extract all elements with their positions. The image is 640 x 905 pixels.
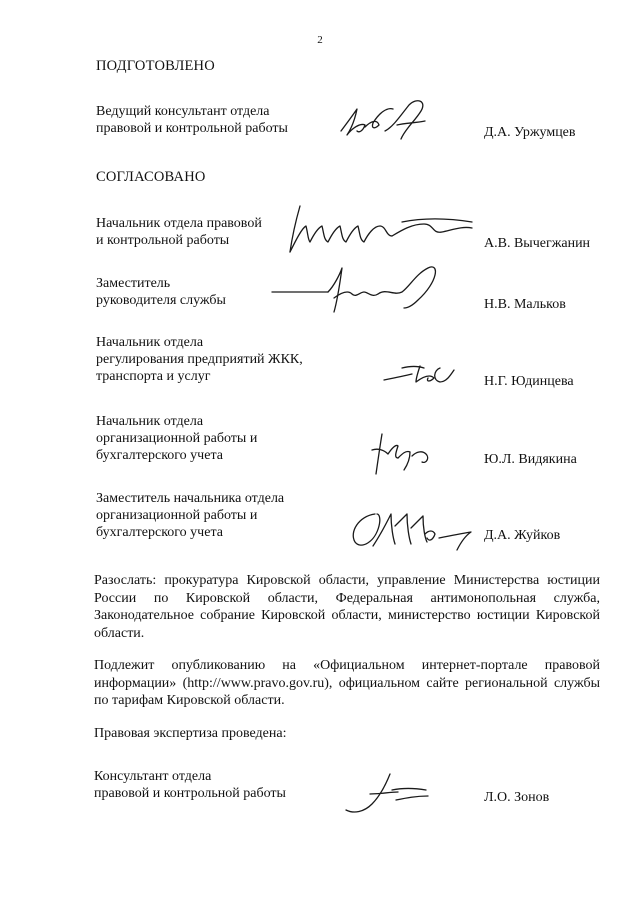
distribution-paragraph: Разослать: прокуратура Кировской области, управление Министерства юстиции России по Кировской области, Федеральная антимонопольная служба, Законодательное собрание Кировской области, министерство юстиции Кировской области. [94, 573, 600, 641]
signature-vidyakina [368, 428, 438, 478]
signer-name: А.В. Вычегжанин [484, 236, 591, 251]
agreed-heading: СОГЛАСОВАНО [96, 169, 206, 185]
signer-name: Н.Г. Юдинцева [484, 374, 574, 389]
signer-position: Начальник отдела организационной работы и бухгалтерского учета [96, 414, 258, 463]
signer-position: Начальник отдела регулирования предприятий ЖКК, транспорта и услуг [96, 335, 303, 384]
signature-zhuikov [345, 506, 485, 556]
page-number: 2 [317, 34, 323, 46]
prepared-position: Ведущий консультант отдела правовой и контрольной работы [96, 104, 288, 136]
legal-review-name: Л.О. Зонов [484, 790, 550, 805]
legal-review-statement: Правовая экспертиза проведена: [94, 726, 287, 741]
prepared-heading: ПОДГОТОВЛЕНО [96, 58, 215, 74]
signer-position: Начальник отдела правовой и контрольной работы [96, 216, 262, 248]
signature-vychegzhanin [282, 200, 482, 260]
prepared-name: Д.А. Уржумцев [484, 125, 576, 140]
signer-name: Ю.Л. Видякина [484, 452, 577, 467]
signature-yudintseva [380, 360, 470, 390]
signature-urzhumtsev [335, 95, 435, 145]
publication-paragraph: Подлежит опубликованию на «Официальном интернет-портале правовой информации» (http://www.pravo.gov.ru), официальном сайте региональной службы по тарифам Кировской области. [94, 658, 600, 708]
signature-zonov [340, 770, 440, 816]
signer-name: Н.В. Мальков [484, 297, 566, 312]
legal-review-position: Консультант отдела правовой и контрольной работы [94, 769, 286, 801]
signer-position: Заместитель руководителя службы [96, 276, 226, 308]
signature-malkov [268, 262, 448, 322]
signer-position: Заместитель начальника отдела организационной работы и бухгалтерского учета [96, 491, 285, 540]
signer-name: Д.А. Жуйков [484, 528, 561, 543]
